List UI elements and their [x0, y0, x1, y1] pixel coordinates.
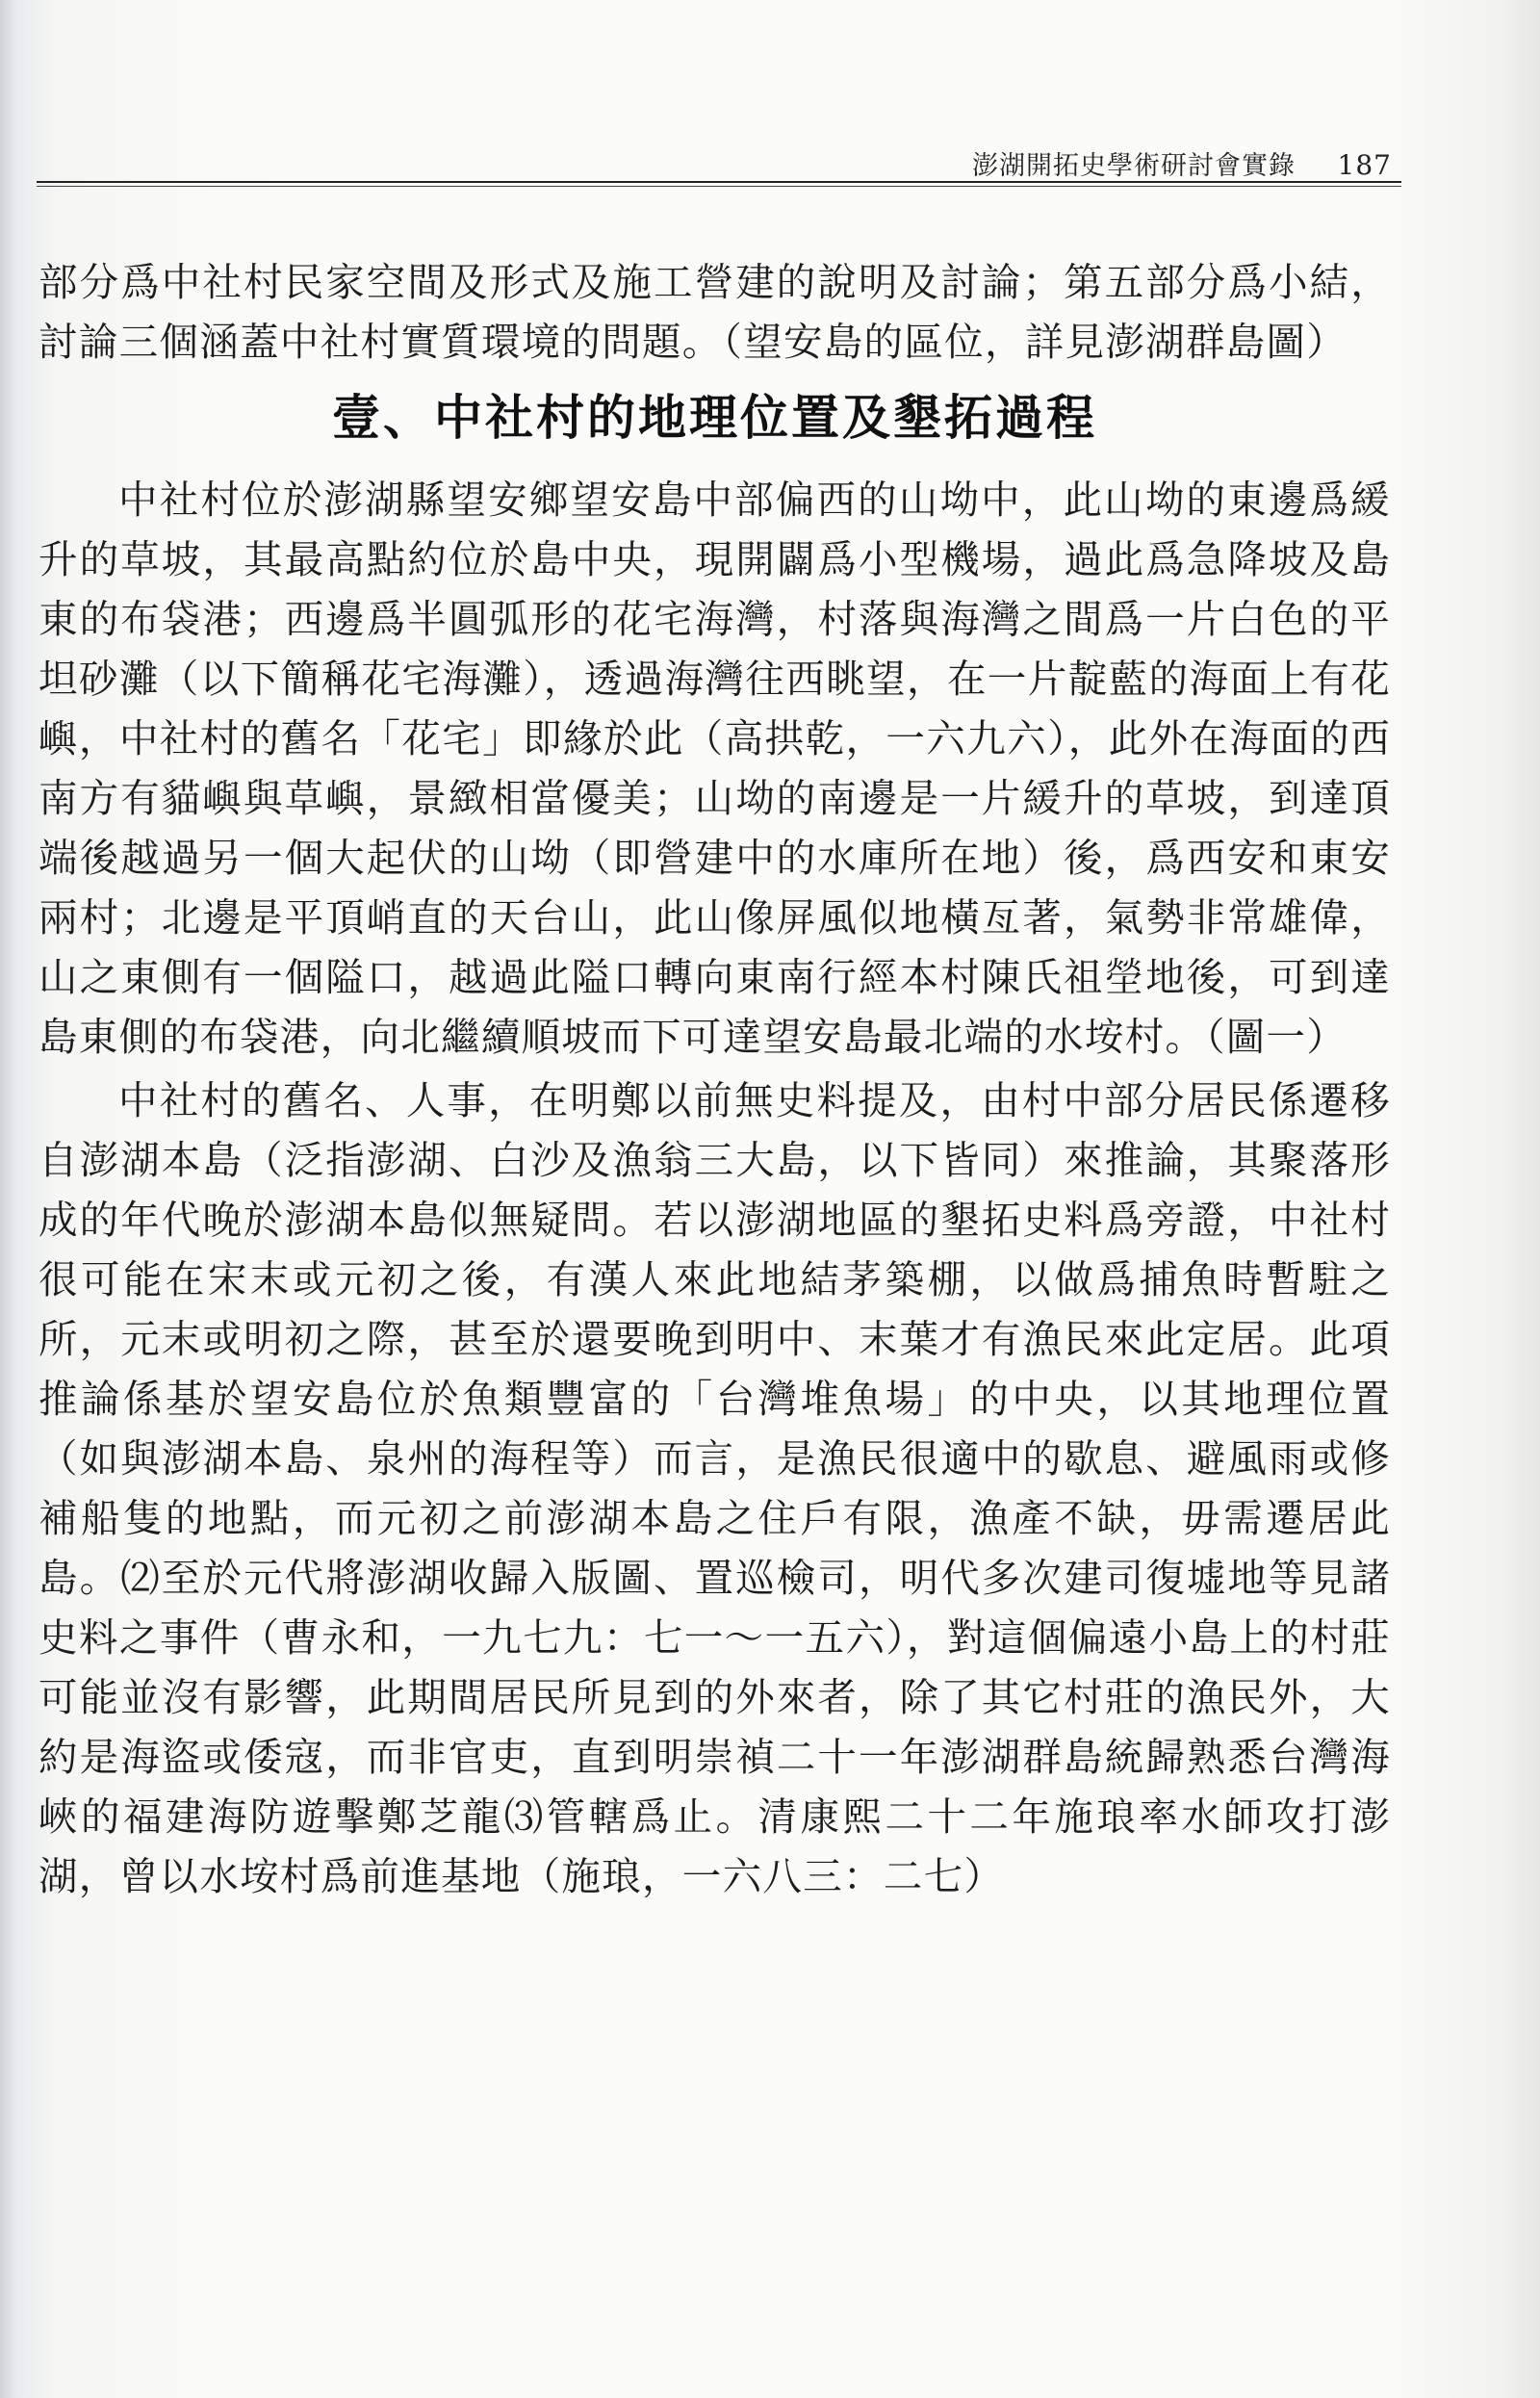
- running-header: [37, 116, 1401, 193]
- header-rule: [37, 181, 1401, 183]
- running-title: 澎湖開拓史學術研討會實錄: [971, 151, 1296, 181]
- page-number: 187: [1337, 149, 1392, 181]
- page-body: [38, 252, 1391, 1906]
- intro-paragraph: 部分爲中社村民家空間及形式及施工營建的說明及討論；第五部分爲小結，討論三個涵蓋中社村實質環境的問題。（望安島的區位，詳見澎湖群島圖）: [38, 259, 1391, 365]
- running-head-text: [972, 144, 1392, 182]
- body-paragraph-1: 中社村位於澎湖縣望安鄉望安島中部偏西的山坳中，此山坳的東邊爲緩升的草坡，其最高點約位於島中央，現開闢爲小型機場，過此爲急降坡及島東的布袋港；西邊爲半圓弧形的花宅海灣，村落與海灣之間爲一片白色的平坦砂灘（以下簡稱花宅海灘），透過海灣往西眺望，在一片靛藍的海面上有花嶼，中社村的舊名「花宅」即緣於此（高拱乾，一六九六），此外在海面的西南方有貓嶼與草嶼，景緻相當優美；山坳的南邊是一片緩升的草坡，到達頂端後越過另一個大起伏的山坳（即營建中的水庫所在地）後，爲西安和東安兩村；北邊是平頂峭直的天台山，此山像屏風似地橫亙著，氣勢非常雄偉，山之東側有一個隘口，越過此隘口轉向東南行經本村陳氏祖塋地後，可到達島東側的布袋港，向北繼續順坡而下可達望安島最北端的水垵村。（圖一）: [38, 477, 1391, 1060]
- body-paragraph-2: 中社村的舊名、人事，在明鄭以前無史料提及，由村中部分居民係遷移自澎湖本島（泛指澎湖、白沙及漁翁三大島，以下皆同）來推論，其聚落形成的年代晚於澎湖本島似無疑問。若以澎湖地區的墾拓史料爲旁證，中社村很可能在宋末或元初之後，有漢人來此地結茅築棚，以做爲捕魚時暫駐之所，元末或明初之際，甚至於還要晚到明中、末葉才有漁民來此定居。此項推論係基於望安島位於魚類豐富的「台灣堆魚場」的中央，以其地理位置（如與澎湖本島、泉州的海程等）而言，是漁民很適中的歇息、避風雨或修補船隻的地點，而元初之前澎湖本島之住戶有限，漁產不缺，毋需遷居此島。⑵至於元代將澎湖收歸入版圖、置巡檢司，明代多次建司復墟地等見諸史料之事件（曹永和，一九七九：七一～一五六），對這個偏遠小島上的村莊可能並沒有影響，此期間居民所見到的外來者，除了其它村莊的漁民外，大約是海盜或倭寇，而非官吏，直到明崇禎二十一年澎湖群島統歸熟悉台灣海峽的福建海防遊擊鄭芝龍⑶管轄爲止。清康熙二十二年施琅率水師攻打澎湖，曾以水垵村爲前進基地（施琅，一六八三：二七）: [38, 1077, 1391, 1899]
- header-rule-thin: [37, 186, 1401, 187]
- section-heading: 壹、中社村的地理位置及墾拓過程: [332, 390, 1097, 446]
